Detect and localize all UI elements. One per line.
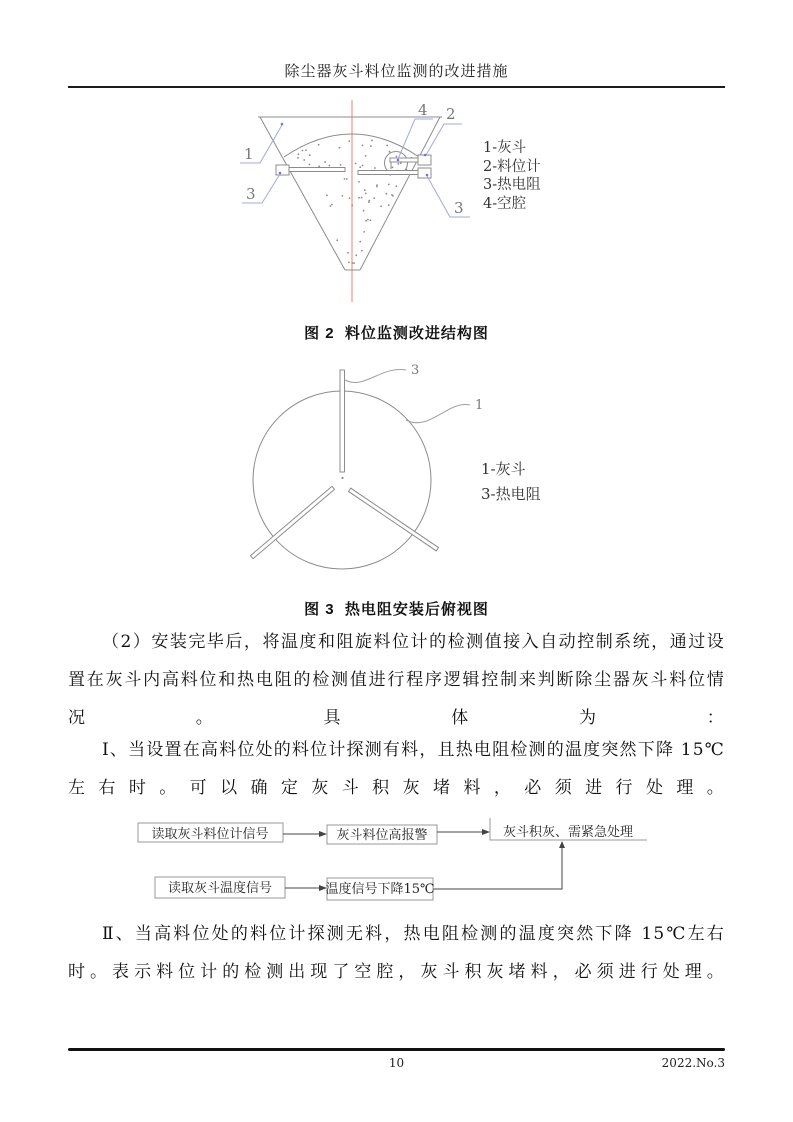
flow-label-read-level: 读取灰斗料位计信号 bbox=[151, 827, 269, 842]
figure3-legend bbox=[481, 457, 541, 507]
arrow-right-icon bbox=[482, 829, 490, 835]
paragraph-install: （2）安装完毕后，将温度和阻旋料位计的检测值接入自动控制系统，通过设置在灰斗内高料位和热电阻的检测值进行程序逻辑控制来判断除尘器灰斗料位情况。具体为： bbox=[68, 632, 725, 728]
header-rule bbox=[68, 86, 725, 88]
figure2-legend-item: 4-空腔 bbox=[483, 195, 527, 212]
hopper-outline bbox=[258, 117, 442, 270]
figure2-caption: 图 2 料位监测改进结构图 bbox=[304, 325, 489, 342]
page-title: 除尘器灰斗料位监测的改进措施 bbox=[284, 62, 509, 80]
footer-rule bbox=[68, 1048, 725, 1051]
footer-page-number: 10 bbox=[388, 1056, 405, 1070]
flow-label-temp-drop: 温度信号下降15℃ bbox=[325, 882, 435, 897]
figure3-caption: 图 3 热电阻安装后俯视图 bbox=[304, 601, 489, 618]
flow-label-urgent: 灰斗积灰、需紧急处理 bbox=[502, 825, 634, 840]
figure2-label-4: 4 bbox=[418, 101, 428, 119]
paragraph-case-1: Ⅰ、当设置在高料位处的料位计探测有料，且热电阻检测的温度突然下降 15℃ 左右时。可以确定灰斗积灰堵料，必须进行处理。 bbox=[68, 740, 725, 798]
paragraph-case-2: Ⅱ、当高料位处的料位计探测无料，热电阻检测的温度突然下降 15℃左右时。表示料位计的检测出现了空腔，灰斗积灰堵料，必须进行处理。 bbox=[68, 924, 725, 982]
figure2-label-3-left: 3 bbox=[246, 185, 256, 203]
thermal-rod-lower-right bbox=[348, 488, 438, 551]
center-dot bbox=[341, 477, 343, 479]
arrow-right-icon bbox=[319, 831, 327, 837]
figure3-label-3: 3 bbox=[411, 363, 420, 378]
figure2-legend-item: 1-灰斗 bbox=[483, 140, 527, 156]
leader-lines bbox=[345, 370, 470, 423]
figure2-legend-item: 3-热电阻 bbox=[483, 177, 541, 193]
figure3-legend-item: 1-灰斗 bbox=[481, 460, 526, 478]
thermal-rod-lower-left bbox=[250, 486, 334, 558]
figure2-label-3-right: 3 bbox=[454, 199, 464, 217]
thermal-rod-top bbox=[340, 370, 345, 472]
flow-label-read-temp: 读取灰斗温度信号 bbox=[167, 881, 273, 896]
right-thermal-probe bbox=[358, 168, 431, 178]
figure2-legend-item: 2-料位计 bbox=[483, 158, 541, 175]
figure2-label-1: 1 bbox=[244, 145, 254, 163]
footer-issue: 2022.No.3 bbox=[661, 1056, 725, 1070]
figure2-legend bbox=[483, 139, 541, 213]
logic-flowchart bbox=[130, 810, 680, 910]
left-thermal-probe bbox=[276, 165, 345, 175]
figure3-label-1: 1 bbox=[475, 398, 484, 413]
figure2-label-2: 2 bbox=[446, 105, 456, 123]
arrow-up-icon bbox=[559, 841, 565, 848]
figure3-legend-item: 3-热电阻 bbox=[481, 485, 541, 503]
flow-label-high-alarm: 灰斗料位高报警 bbox=[336, 828, 428, 843]
